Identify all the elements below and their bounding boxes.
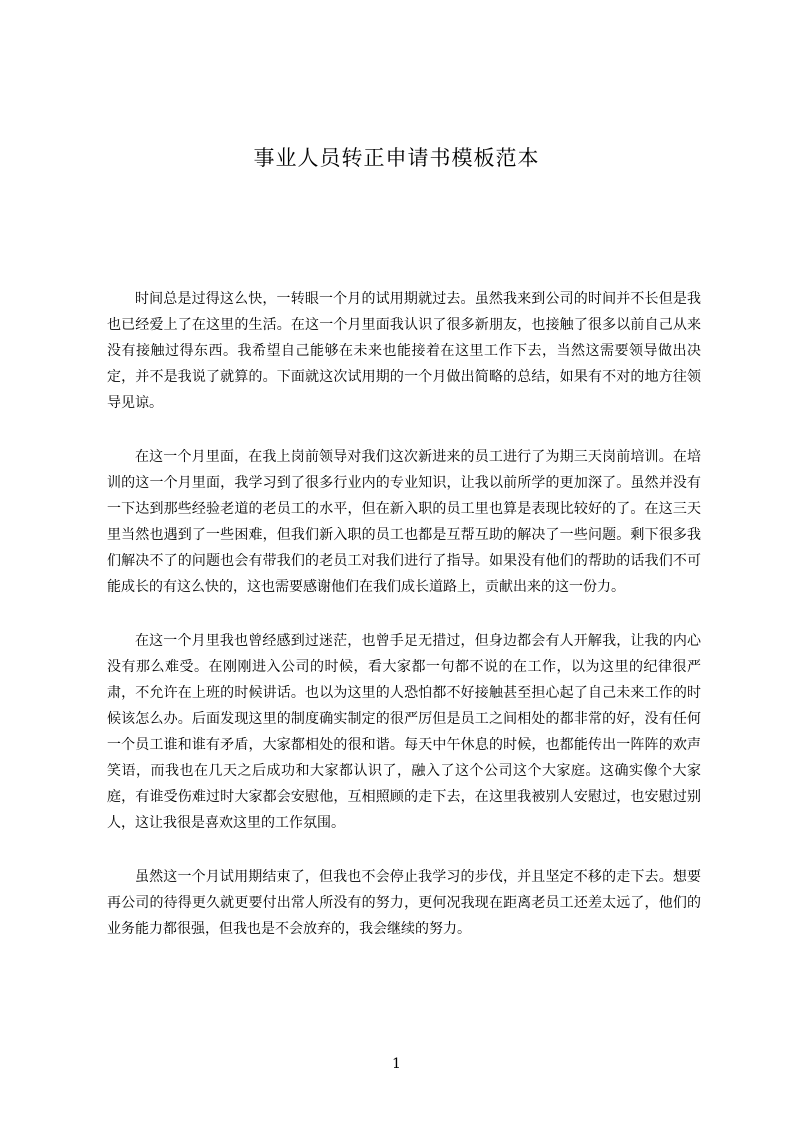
paragraph: 在这一个月里面，在我上岗前领导对我们这次新进来的员工进行了为期三天岗前培训。在培训的这一个月里面，我学习到了很多行业内的专业知识，让我以前所学的更加深了。虽然并没有一下达到那些经验老道的老员工的水平，但在新入职的员工里也算是表现比较好的了。在这三天里当然也遇到了一些困难，但我们新入职的员工也都是互帮互助的解决了一些问题。剩下很多我们解决不了的问题也会有带我们的老员工对我们进行了指导。如果没有他们的帮助的话我们不可能成长的有这么快的，这也需要感谢他们在我们成长道路上，贡献出来的这一份力。 — [107, 449, 701, 595]
paragraph: 在这一个月里我也曾经感到过迷茫，也曾手足无措过，但身边都会有人开解我，让我的内心没有那么难受。在刚刚进入公司的时候，看大家都一句都不说的在工作，以为这里的纪律很严肃，不允许在上班的时候讲话。也以为这里的人恐怕都不好接触甚至担心起了自己未来工作的时候该怎么办。后面发现这里的制度确实制定的很严厉但是员工之间相处的都非常的好，没有任何一个员工谁和谁有矛盾，大家都相处的很和谐。每天中午休息的时候，也都能传出一阵阵的欢声笑语，而我也在几天之后成功和大家都认识了，融入了这个公司这个大家庭。这确实像个大家庭，有谁受伤难过时大家都会安慰他，互相照顾的走下去，在这里我被别人安慰过，也安慰过别人，这让我很是喜欢这里的工作氛围。 — [107, 633, 701, 831]
document-title: 事业人员转正申请书模板范本 — [253, 146, 540, 170]
page-number: 1 — [392, 1056, 401, 1072]
paragraph: 虽然这一个月试用期结束了，但我也不会停止我学习的步伐，并且坚定不移的走下去。想要再公司的待得更久就更要付出常人所没有的努力，更何况我现在距离老员工还差太远了，他们的业务能力都很强，但我也是不会放弃的，我会继续的努力。 — [107, 869, 701, 937]
document-body — [107, 286, 701, 970]
paragraph: 时间总是过得这么快，一转眼一个月的试用期就过去。虽然我来到公司的时间并不长但是我也已经爱上了在这里的生活。在这一个月里面我认识了很多新朋友，也接触了很多以前自己从来没有接触过得东西。我希望自己能够在未来也能接着在这里工作下去，当然这需要领导做出决定，并不是我说了就算的。下面就这次试用期的一个月做出简略的总结，如果有不对的地方往领导见谅。 — [107, 291, 701, 411]
